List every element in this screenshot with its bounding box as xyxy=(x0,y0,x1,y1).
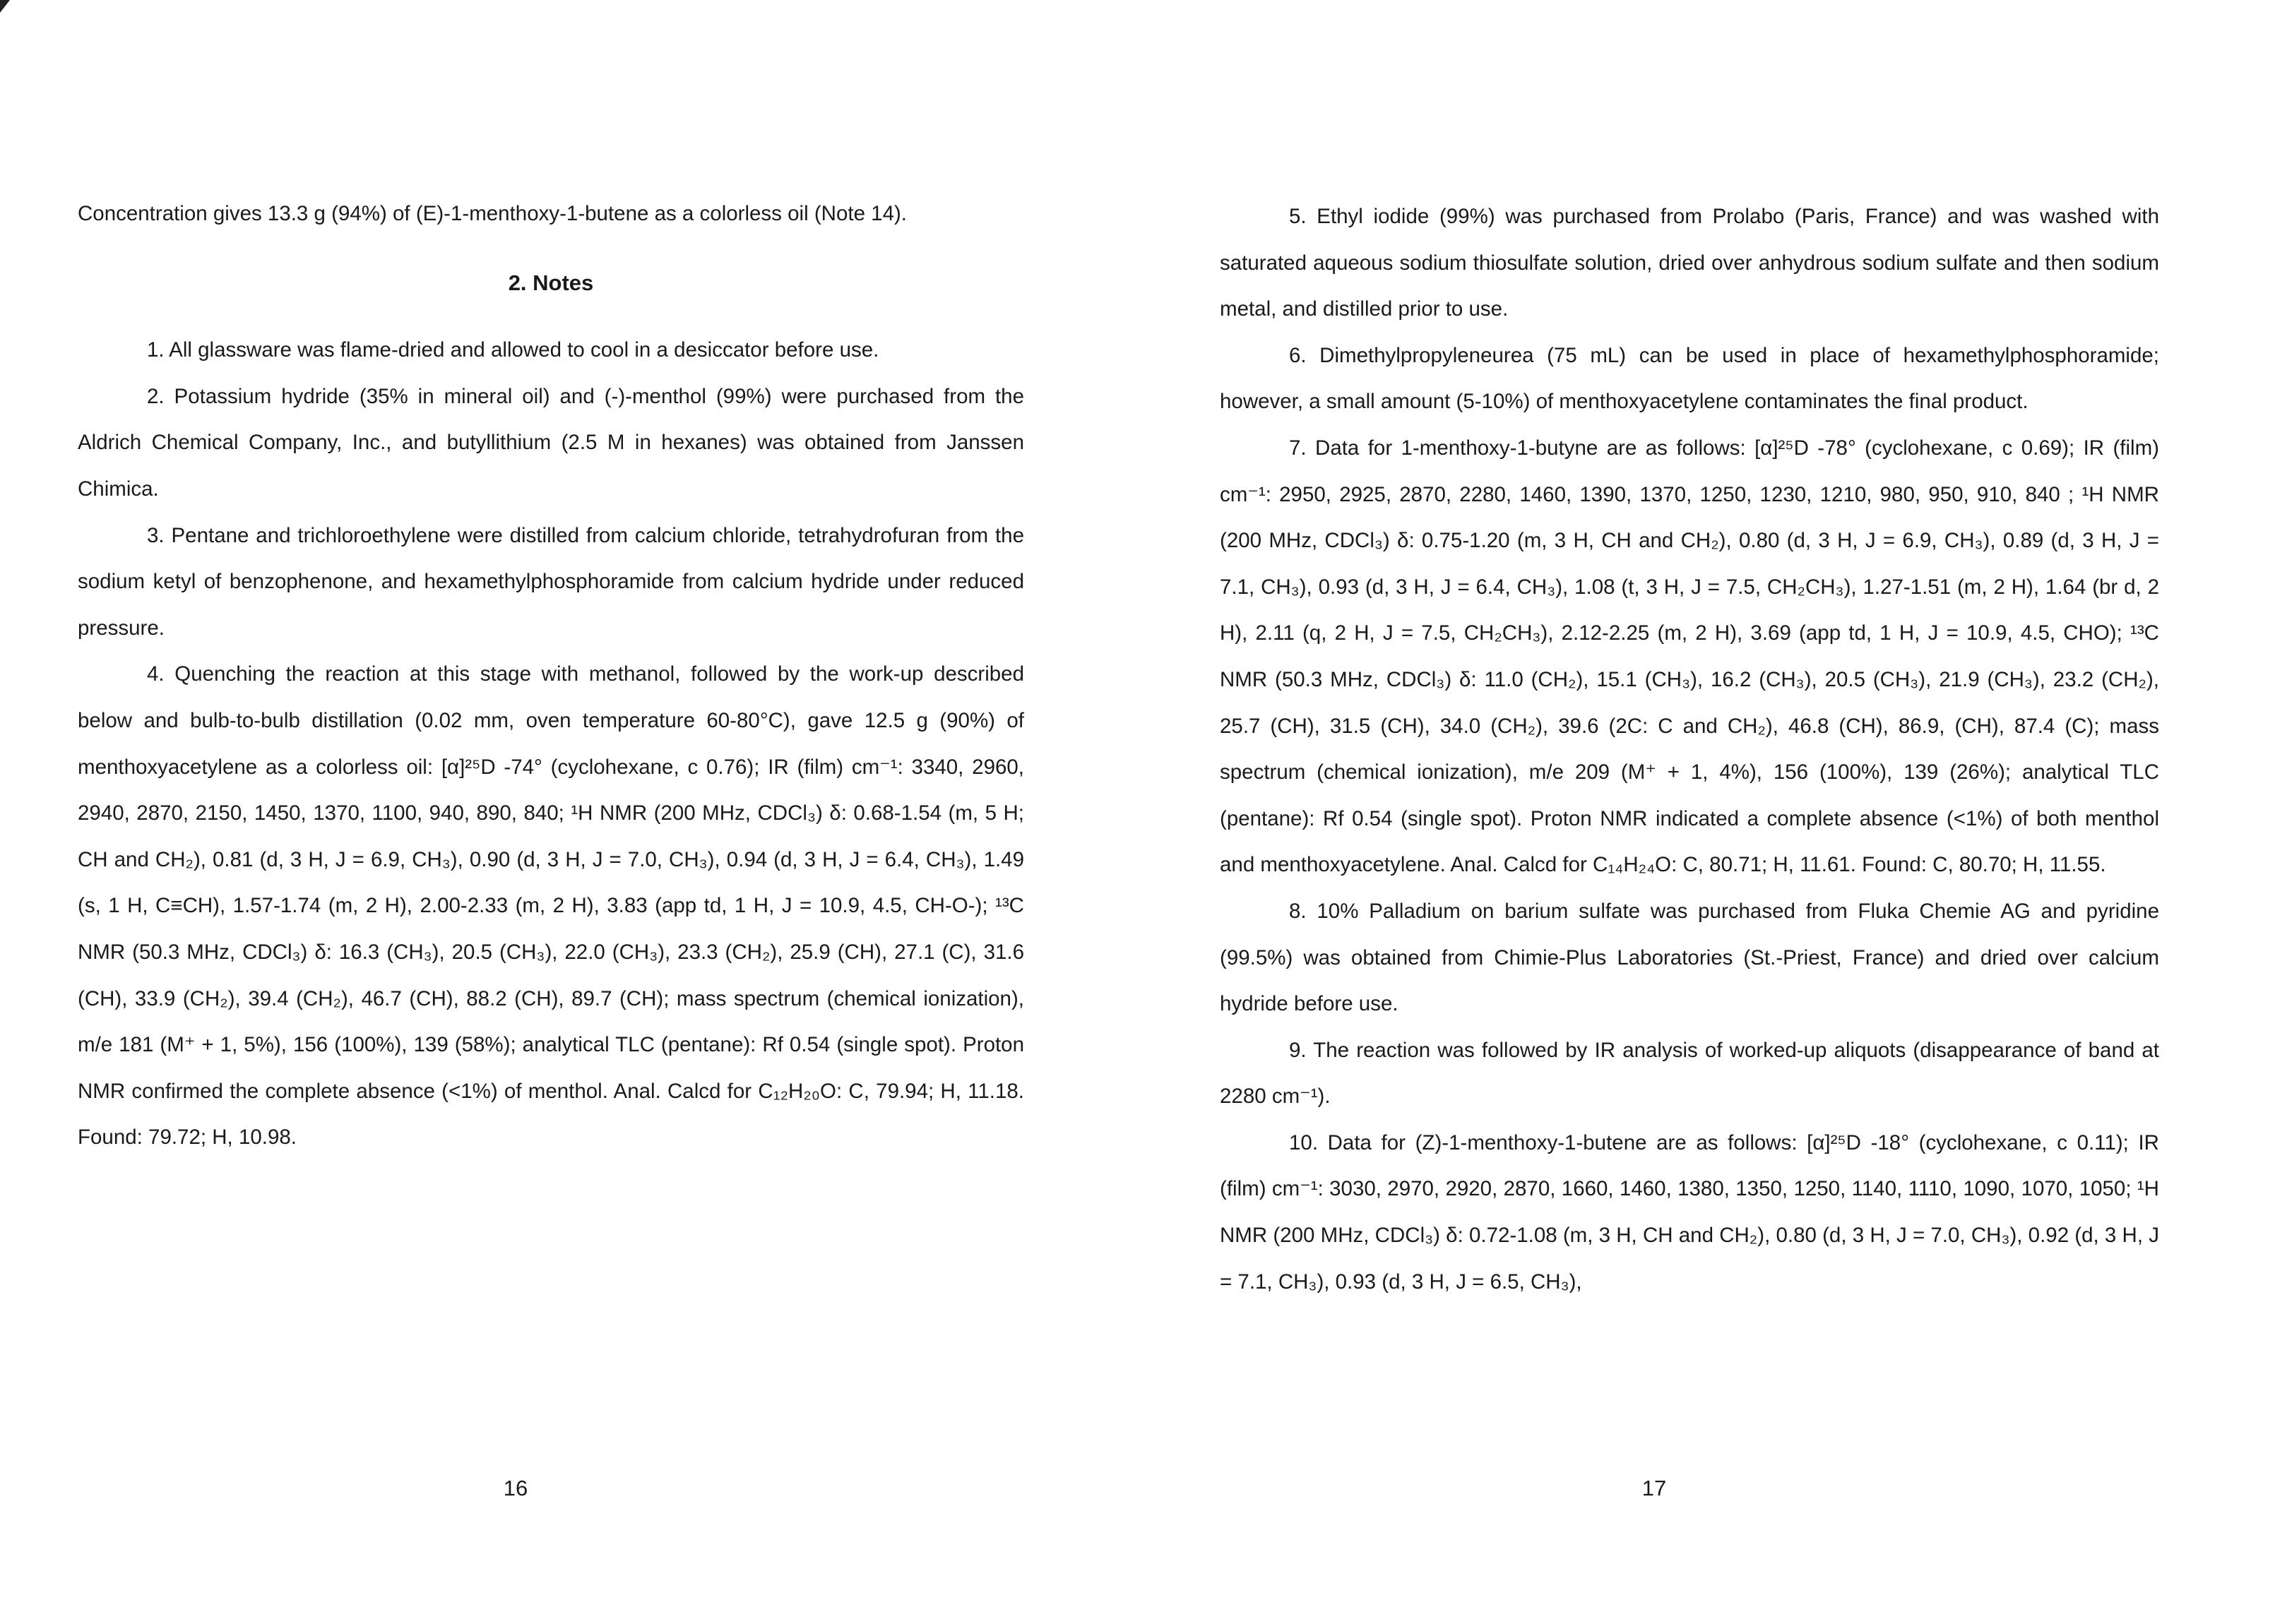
note-5: 5. Ethyl iodide (99%) was purchased from Prolabo (Paris, France) and was washed with saturated aqueous sodium thiosulfate solution, dried over anhydrous sodium sulfate and then sodium metal, and distilled prior to use. xyxy=(1220,205,2159,321)
left-page xyxy=(78,0,1024,1624)
left-page-body xyxy=(78,191,1024,1161)
notes-heading: 2. Notes xyxy=(508,270,594,295)
right-page xyxy=(1220,0,2159,1624)
right-page-body xyxy=(1220,193,2159,1305)
note-6: 6. Dimethylpropyleneurea (75 mL) can be used in place of hexamethylphosphoramide; however, a small amount (5-10%) of menthoxyacetylene contaminates the final product. xyxy=(1220,343,2159,414)
note-2: 2. Potassium hydride (35% in mineral oil) and (-)-menthol (99%) were purchased from the Aldrich Chemical Company, Inc., and butyllithium (2.5 M in hexanes) was obtained from Janssen Chimica. xyxy=(78,384,1024,501)
note-3: 3. Pentane and trichloroethylene were distilled from calcium chloride, tetrahydrofuran from the sodium ketyl of benzophenone, and hexamethylphosphoramide from calcium hydride under reduced pressure. xyxy=(78,523,1024,640)
note-1: 1. All glassware was flame-dried and allowed to cool in a desiccator before use. xyxy=(147,338,879,362)
note-10: 10. Data for (Z)-1-menthoxy-1-butene are as follows: [α]²⁵D -18° (cyclohexane, c 0.11); IR (film) cm⁻¹: 3030, 2970, 2920, 2870, 1660, 1460, 1380, 1350, 1250, 1140, 1110, 1090, 1070, 1050; ¹H NMR (200 MHz, CDCl₃) δ: 0.72-1.08 (m, 3 H, CH and CH₂), 0.80 (d, 3 H, J = 7.0, CH₃), 0.92 (d, 3 H, J = 7.1, CH₃), 0.93 (d, 3 H, J = 6.5, CH₃), xyxy=(1220,1130,2159,1294)
scan-corner-mark xyxy=(0,0,10,13)
page-number-left: 16 xyxy=(503,1476,528,1500)
note-4: 4. Quenching the reaction at this stage with methanol, followed by the work-up described below and bulb-to-bulb distillation (0.02 mm, oven temperature 60-80°C), gave 12.5 g (90%) of menthoxyacetylene as a colorless oil: [α]²⁵D -74° (cyclohexane, c 0.76); IR (film) cm⁻¹: 3340, 2960, 2940, 2870, 2150, 1450, 1370, 1100, 940, 890, 840; ¹H NMR (200 MHz, CDCl₃) δ: 0.68-1.54 (m, 5 H; CH and CH₂), 0.81 (d, 3 H, J = 6.9, CH₃), 0.90 (d, 3 H, J = 7.0, CH₃), 0.94 (d, 3 H, J = 6.4, CH₃), 1.49 (s, 1 H, C≡CH), 1.57-1.74 (m, 2 H), 2.00-2.33 (m, 2 H), 3.83 (app td, 1 H, J = 10.9, 4.5, CH-O-); ¹³C NMR (50.3 MHz, CDCl₃) δ: 16.3 (CH₃), 20.5 (CH₃), 22.0 (CH₃), 23.3 (CH₂), 25.9 (CH), 27.1 (C), 31.6 (CH), 33.9 (CH₂), 39.4 (CH₂), 46.7 (CH), 88.2 (CH), 89.7 (CH); mass spectrum (chemical ionization), m/e 181 (M⁺ + 1, 5%), 156 (100%), 139 (58%); analytical TLC (pentane): Rf 0.54 (single spot). Proton NMR confirmed the complete absence (<1%) of menthol. Anal. Calcd for C₁₂H₂₀O: C, 79.94; H, 11.18. Found: 79.72; H, 10.98. xyxy=(78,662,1024,1150)
note-7: 7. Data for 1-menthoxy-1-butyne are as follows: [α]²⁵D -78° (cyclohexane, c 0.69); IR (film) cm⁻¹: 2950, 2925, 2870, 2280, 1460, 1390, 1370, 1250, 1230, 1210, 980, 950, 910, 840 ; ¹H NMR (200 MHz, CDCl₃) δ: 0.75-1.20 (m, 3 H, CH and CH₂), 0.80 (d, 3 H, J = 6.9, CH₃), 0.89 (d, 3 H, J = 7.1, CH₃), 0.93 (d, 3 H, J = 6.4, CH₃), 1.08 (t, 3 H, J = 7.5, CH₂CH₃), 1.27-1.51 (m, 2 H), 1.64 (br d, 2 H), 2.11 (q, 2 H, J = 7.5, CH₂CH₃), 2.12-2.25 (m, 2 H), 3.69 (app td, 1 H, J = 10.9, 4.5, CHO); ¹³C NMR (50.3 MHz, CDCl₃) δ: 11.0 (CH₂), 15.1 (CH₃), 16.2 (CH₃), 20.5 (CH₃), 21.9 (CH₃), 23.2 (CH₂), 25.7 (CH), 31.5 (CH), 34.0 (CH₂), 39.6 (2C: C and CH₂), 46.8 (CH), 86.9, (CH), 87.4 (C); mass spectrum (chemical ionization), m/e 209 (M⁺ + 1, 4%), 156 (100%), 139 (26%); analytical TLC (pentane): Rf 0.54 (single spot). Proton NMR indicated a complete absence (<1%) of both menthol and menthoxyacetylene. Anal. Calcd for C₁₄H₂₄O: C, 80.71; H, 11.61. Found: C, 80.70; H, 11.55. xyxy=(1220,436,2159,877)
paragraph-concentration: Concentration gives 13.3 g (94%) of (E)-1-menthoxy-1-butene as a colorless oil (Note 14). xyxy=(78,202,908,225)
note-9: 9. The reaction was followed by IR analysis of worked-up aliquots (disappearance of band at 2280 cm⁻¹). xyxy=(1220,1038,2159,1109)
note-8: 8. 10% Palladium on barium sulfate was purchased from Fluka Chemie AG and pyridine (99.5%) was obtained from Chimie-Plus Laboratories (St.-Priest, France) and dried over calcium hydride before use. xyxy=(1220,899,2159,1016)
page-number-right: 17 xyxy=(1641,1476,1667,1500)
